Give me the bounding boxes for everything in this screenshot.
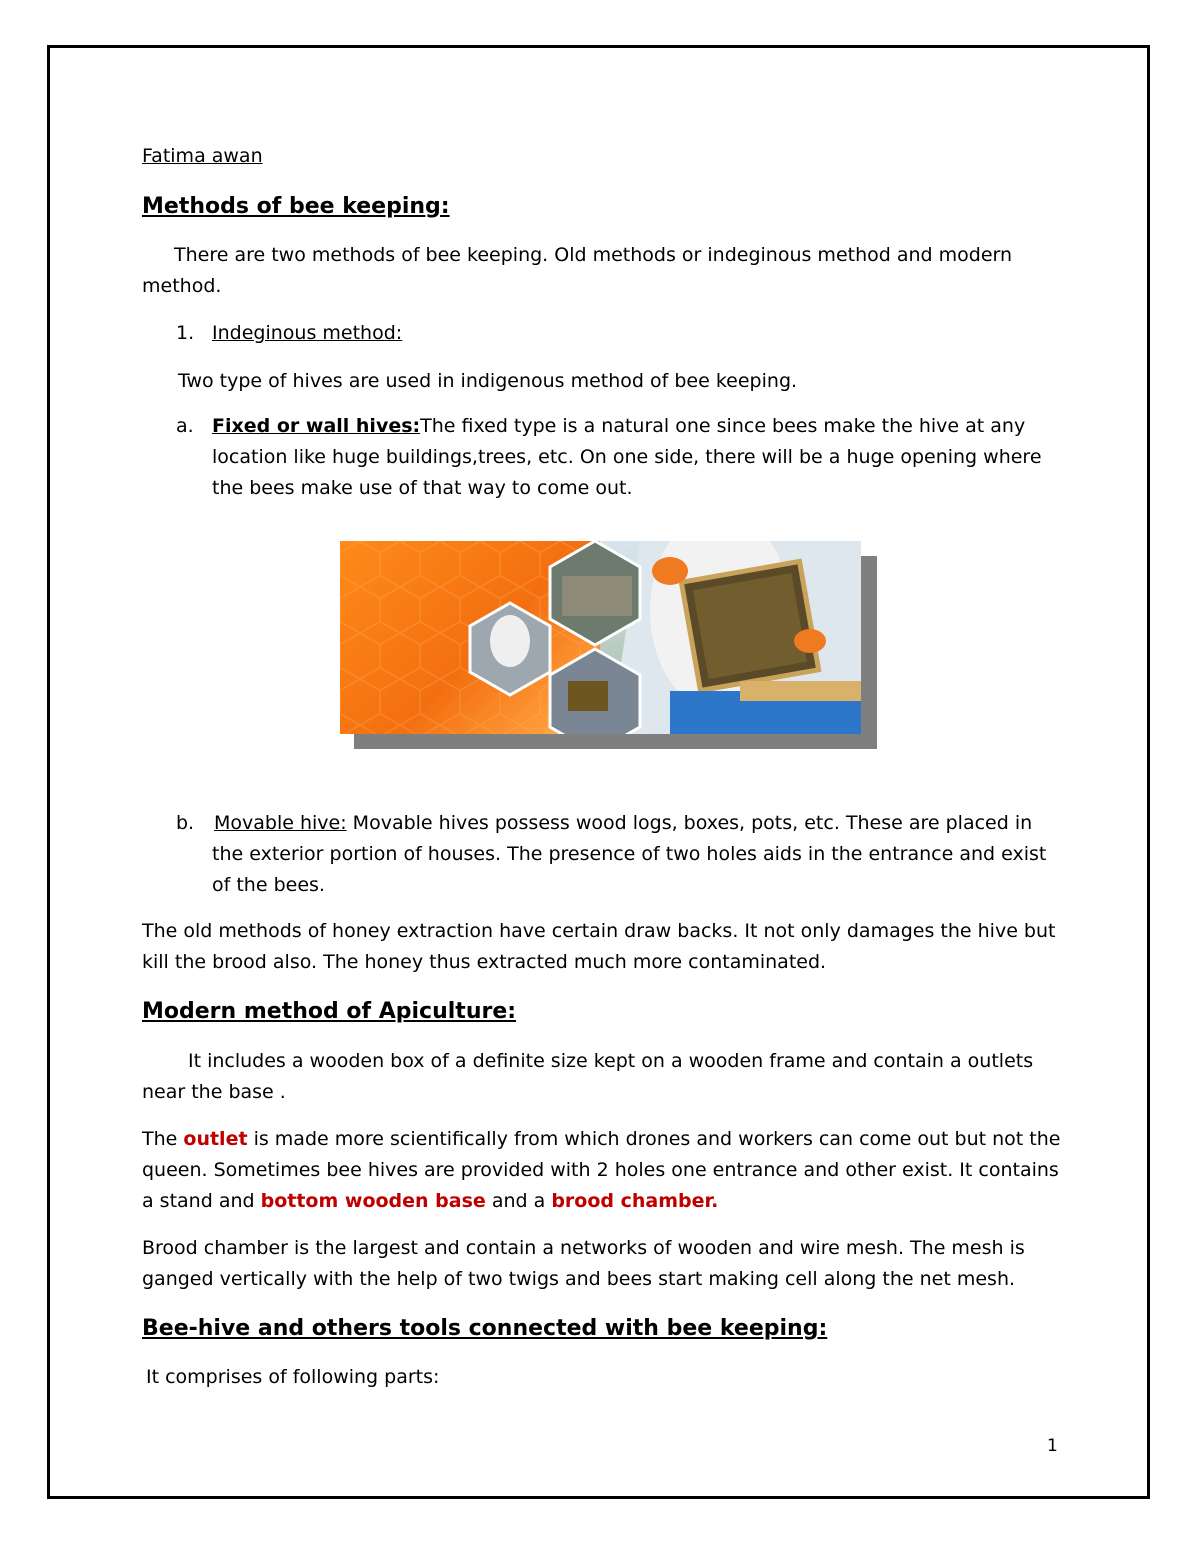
item-b-line-3: of the bees. (212, 874, 325, 896)
brood-chamber-highlight: brood chamber. (551, 1190, 719, 1212)
heading-modern: Modern method of Apiculture: (142, 999, 517, 1024)
item-a-title: Fixed or wall hives: (212, 415, 421, 437)
item-b-line-1 (212, 808, 1032, 839)
old-methods-line-2: kill the brood also. The honey thus extracted much more contaminated. (142, 951, 827, 973)
item-a-line-3: the bees make use of that way to come out. (212, 477, 633, 499)
brood-line-2: ganged vertically with the help of two twigs and bees start making cell along the net mesh. (142, 1268, 1016, 1290)
collage-graphic (340, 541, 861, 734)
intro-line-2: method. (142, 275, 222, 297)
outlet-line-1 (142, 1124, 1060, 1155)
outlet-text-start: The (142, 1128, 184, 1150)
modern-line-1: It includes a wooden box of a definite size kept on a wooden frame and contain a outlets (188, 1050, 1034, 1072)
author-name: Fatima awan (142, 145, 263, 167)
outlet-text-rest: is made more scientifically from which drones and workers can come out but not the (247, 1128, 1061, 1150)
old-methods-line-1: The old methods of honey extraction have certain draw backs. It not only damages the hive but (142, 920, 1056, 942)
item-b-title: Movable hive: (214, 812, 347, 834)
brood-line-1: Brood chamber is the largest and contain a networks of wooden and wire mesh. The mesh is (142, 1237, 1025, 1259)
item-a-marker: a. (176, 415, 194, 437)
item-a-line-2: location like huge buildings,trees, etc. On one side, there will be a huge opening where (212, 446, 1042, 468)
indigenous-text: Two type of hives are used in indigenous method of bee keeping. (178, 370, 798, 392)
page-number: 1 (1047, 1436, 1058, 1456)
item-b-marker: b. (176, 812, 195, 834)
intro-line-1: There are two methods of bee keeping. Old methods or indeginous method and modern (174, 244, 1013, 266)
item-a-text: The fixed type is a natural one since bees make the hive at any (420, 415, 1026, 437)
and-a-text: and a (485, 1190, 552, 1212)
item-a-line-1 (212, 411, 1025, 442)
outlet-line-3 (142, 1186, 718, 1217)
heading-methods: Methods of bee keeping: (142, 194, 450, 219)
indigenous-title: Indeginous method: (212, 322, 403, 344)
parts-line: It comprises of following parts: (146, 1366, 440, 1388)
outlet-highlight: outlet (183, 1128, 248, 1150)
item-b-line-2: the exterior portion of houses. The presence of two holes aids in the entrance and exist (212, 843, 1047, 865)
heading-beehive-tools: Bee-hive and others tools connected with bee keeping: (142, 1316, 828, 1341)
outlet-line-2: queen. Sometimes bee hives are provided with 2 holes one entrance and other exist. It contains (142, 1159, 1059, 1181)
stand-text: a stand and (142, 1190, 261, 1212)
beekeeping-collage-image (340, 541, 861, 734)
item-b-text: Movable hives possess wood logs, boxes, pots, etc. These are placed in (346, 812, 1033, 834)
bottom-base-highlight: bottom wooden base (260, 1190, 486, 1212)
modern-line-2: near the base . (142, 1081, 286, 1103)
list-number: 1. (176, 322, 195, 344)
